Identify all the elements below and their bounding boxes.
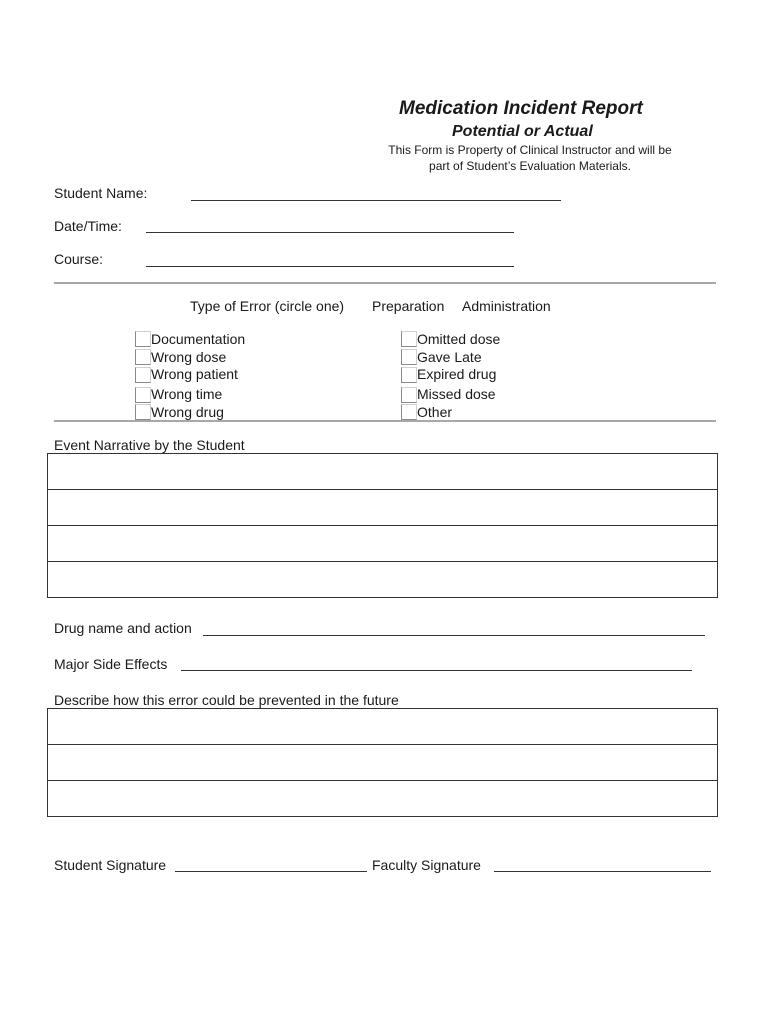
- section-divider-top: [54, 282, 716, 284]
- option-other: Other: [417, 404, 453, 420]
- checkbox-wrong-dose[interactable]: [135, 349, 151, 365]
- checkbox-documentation[interactable]: [135, 331, 151, 347]
- narrative-line[interactable]: [48, 490, 717, 526]
- drug-name-field[interactable]: [203, 635, 705, 636]
- option-missed-dose: Missed dose: [417, 386, 496, 402]
- error-type-option-preparation[interactable]: Preparation: [372, 298, 445, 314]
- checkbox-gave-late[interactable]: [401, 349, 417, 365]
- drug-name-label: Drug name and action: [54, 620, 192, 636]
- property-note-line2: part of Student’s Evaluation Materials.: [429, 159, 631, 173]
- narrative-label: Event Narrative by the Student: [54, 437, 245, 453]
- prevention-line[interactable]: [48, 745, 717, 781]
- option-wrong-patient: Wrong patient: [151, 366, 238, 382]
- student-signature-label: Student Signature: [54, 857, 167, 873]
- narrative-line[interactable]: [48, 454, 717, 490]
- course-field[interactable]: [146, 266, 514, 267]
- student-signature-field[interactable]: [175, 871, 367, 872]
- error-type-label: Type of Error (circle one): [190, 298, 345, 314]
- prevention-label: Describe how this error could be prevented in the future: [54, 692, 399, 708]
- faculty-signature-label: Faculty Signature: [372, 857, 481, 873]
- student-name-field[interactable]: [191, 200, 561, 201]
- option-wrong-drug: Wrong drug: [151, 404, 224, 420]
- narrative-line[interactable]: [48, 562, 717, 597]
- checkbox-omitted-dose[interactable]: [401, 331, 417, 347]
- side-effects-field[interactable]: [181, 670, 692, 671]
- option-wrong-dose: Wrong dose: [151, 349, 227, 365]
- checkbox-expired-drug[interactable]: [401, 367, 417, 383]
- checkbox-other[interactable]: [401, 404, 417, 420]
- checkbox-missed-dose[interactable]: [401, 387, 417, 403]
- prevention-line[interactable]: [48, 709, 717, 745]
- narrative-box: [47, 453, 718, 598]
- course-label: Course:: [54, 251, 104, 267]
- prevention-line[interactable]: [48, 781, 717, 816]
- checkbox-wrong-drug[interactable]: [135, 404, 151, 420]
- form-title: Medication Incident Report: [399, 98, 643, 119]
- checkbox-wrong-time[interactable]: [135, 387, 151, 403]
- student-name-label: Student Name:: [54, 185, 148, 201]
- date-time-field[interactable]: [146, 232, 514, 233]
- option-documentation: Documentation: [151, 331, 246, 347]
- option-omitted-dose: Omitted dose: [417, 331, 501, 347]
- faculty-signature-field[interactable]: [494, 871, 711, 872]
- narrative-line[interactable]: [48, 526, 717, 562]
- form-subtitle: Potential or Actual: [452, 123, 593, 140]
- option-wrong-time: Wrong time: [151, 386, 223, 402]
- option-gave-late: Gave Late: [417, 349, 482, 365]
- prevention-box: [47, 708, 718, 817]
- checkbox-wrong-patient[interactable]: [135, 367, 151, 383]
- side-effects-label: Major Side Effects: [54, 656, 168, 672]
- error-type-option-administration[interactable]: Administration: [462, 298, 551, 314]
- option-expired-drug: Expired drug: [417, 366, 497, 382]
- property-note-line1: This Form is Property of Clinical Instructor and will be: [388, 143, 672, 157]
- date-time-label: Date/Time:: [54, 218, 122, 234]
- section-divider-bottom: [54, 420, 716, 422]
